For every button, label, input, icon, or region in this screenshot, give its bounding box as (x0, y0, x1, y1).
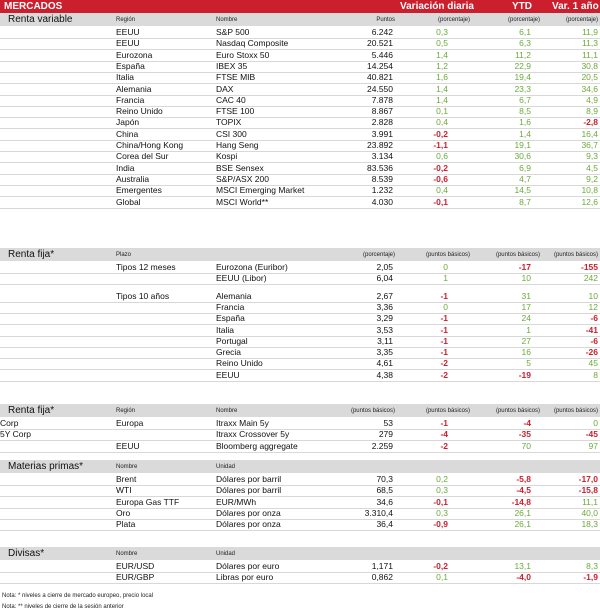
row-name: Euro Stoxx 50 (216, 49, 270, 60)
row-label: Brent (116, 474, 137, 484)
row-label: Japón (116, 117, 140, 128)
daily-change-cell: 0,4 (436, 117, 448, 128)
table-row (0, 572, 600, 584)
row-value: 36,4 (376, 519, 393, 530)
daily-change-cell: -0,1 (433, 496, 448, 507)
row-value: 3,36 (376, 301, 393, 312)
column-header: (puntos básicos) (495, 252, 540, 258)
row-label: Francia (116, 94, 145, 105)
column-header: (puntos básicos) (425, 252, 470, 258)
ytd-cell: 19,1 (514, 140, 531, 150)
year-change-cell: 18,3 (581, 519, 598, 530)
row-label: Corea del Sur (116, 151, 169, 162)
row-name: FTSE 100 (216, 106, 255, 117)
row-label: EEUU (116, 27, 140, 37)
row-value: 14.254 (367, 60, 393, 71)
row-value: 53 (383, 418, 393, 428)
section-header (0, 460, 600, 473)
section-title: Materias primas* (8, 461, 84, 472)
row-value: 3,53 (376, 324, 393, 335)
year-change-cell: -155 (580, 262, 598, 272)
daily-change-cell: -0,2 (433, 561, 448, 571)
row-label: China (116, 128, 139, 139)
column-header: Unidad (216, 551, 236, 557)
column-header: (puntos básicos) (553, 408, 598, 414)
header-1y-change: Var. 1 año (552, 1, 599, 12)
table-row (0, 497, 600, 509)
row-name: Dólares por euro (216, 561, 280, 571)
ytd-cell: 6,1 (519, 27, 531, 37)
table-row (0, 429, 600, 441)
table-row (0, 129, 600, 141)
daily-change-cell: -1 (440, 347, 448, 358)
daily-change-cell: -1 (440, 324, 448, 335)
row-name: CAC 40 (216, 94, 246, 105)
ytd-cell: 5 (526, 358, 531, 369)
daily-change-cell: 0,3 (436, 507, 448, 518)
row-name: MSCI Emerging Market (216, 185, 305, 196)
row-name: EEUU (Libor) (216, 273, 267, 284)
column-header: Nombre (216, 17, 238, 23)
ytd-cell: 1 (526, 324, 531, 335)
row-name: Nasdaq Composite (216, 38, 289, 49)
daily-change-cell: 0 (443, 262, 448, 272)
table-row (0, 84, 600, 96)
row-name: S&P 500 (216, 27, 250, 37)
column-header: Nombre (216, 408, 238, 414)
ytd-cell: 14,5 (514, 185, 531, 196)
row-name: Francia (216, 301, 245, 312)
table-row (0, 174, 600, 186)
row-name: Eurozona (Euribor) (216, 262, 288, 272)
ytd-cell: 22,9 (514, 60, 531, 71)
column-header: Plazo (116, 252, 132, 258)
year-change-cell: 45 (588, 358, 598, 369)
row-label: Global (116, 196, 141, 207)
row-value: 7.878 (371, 94, 393, 105)
table-row (0, 474, 600, 486)
year-change-cell: 9,3 (586, 151, 598, 162)
table-row (0, 106, 600, 118)
year-change-cell: -1,9 (583, 572, 598, 583)
year-change-cell: 242 (583, 273, 598, 284)
row-name: Dólares por onza (216, 507, 281, 518)
daily-change-cell: 1 (443, 273, 448, 284)
row-name: Reino Unido (216, 358, 263, 369)
ytd-cell: -4 (523, 418, 531, 428)
section-header (0, 248, 600, 261)
year-change-cell: 4,9 (586, 94, 598, 105)
table-row (0, 61, 600, 73)
table-row (0, 313, 600, 325)
section-title: Renta variable (8, 14, 73, 25)
section-title: Renta fija* (8, 405, 55, 416)
row-label: WTI (116, 485, 132, 496)
daily-change-cell: 1,4 (436, 83, 448, 94)
table-row (0, 95, 600, 107)
row-value: 83.536 (367, 162, 393, 173)
daily-change-cell: -1,1 (433, 140, 448, 150)
section-title: Divisas* (8, 548, 45, 559)
table-row (0, 151, 600, 163)
year-change-cell: 11,3 (582, 38, 598, 49)
table-row (0, 27, 600, 39)
row-label: Australia (116, 173, 150, 184)
section-title: Renta fija* (8, 249, 55, 260)
table-row (0, 561, 600, 573)
row-label: Emergentes (116, 185, 162, 196)
table-row (0, 441, 600, 453)
year-change-cell: 8,9 (586, 106, 598, 117)
year-change-cell: -6 (590, 335, 598, 346)
column-header: Región (116, 408, 136, 414)
table-row (0, 347, 600, 359)
table-row (0, 519, 600, 531)
ytd-cell: 26,1 (514, 519, 531, 530)
row-value: 4,38 (376, 369, 393, 380)
footnote: Nota: * niveles a cierre de mercado europeo, precio local (2, 593, 154, 599)
daily-change-cell: -0,9 (433, 519, 448, 530)
row-value: 4,61 (376, 358, 393, 369)
column-header: (puntos básicos) (425, 408, 470, 414)
row-name: Itraxx Main 5y (216, 418, 269, 428)
row-name: CSI 300 (216, 128, 247, 139)
year-change-cell: -6 (590, 313, 598, 324)
daily-change-cell: -0,2 (433, 162, 448, 173)
daily-change-cell: 0,3 (436, 27, 448, 37)
row-label: China/Hong Kong (116, 140, 184, 150)
row-name: Alemania (216, 290, 252, 301)
ytd-cell: 6,7 (519, 94, 531, 105)
table-row (0, 485, 600, 497)
row-value: 6.242 (371, 27, 393, 37)
year-change-cell: -17,0 (578, 474, 598, 484)
year-change-cell: 12,6 (581, 196, 598, 207)
daily-change-cell: 1,4 (436, 94, 448, 105)
column-header: (puntos básicos) (350, 408, 395, 414)
daily-change-cell: -2 (440, 358, 448, 369)
column-header: (porcentaje) (437, 17, 470, 23)
ytd-cell: 27 (521, 335, 531, 346)
daily-change-cell: 0,3 (436, 485, 448, 496)
table-row (0, 72, 600, 84)
row-name: Dólares por onza (216, 519, 281, 530)
row-name: FTSE MIB (216, 72, 256, 83)
row-name: BSE Sensex (216, 162, 264, 173)
row-side-label: 5Y Corp (0, 429, 32, 440)
year-change-cell: 34,6 (581, 83, 598, 94)
daily-change-cell: -0,6 (433, 173, 448, 184)
year-change-cell: 8,3 (586, 561, 598, 571)
ytd-cell: -19 (518, 369, 531, 380)
ytd-cell: 13,1 (514, 561, 531, 571)
table-row (0, 325, 600, 337)
table-row (0, 197, 600, 209)
year-change-cell: 9,2 (586, 173, 598, 184)
row-label: India (116, 162, 135, 173)
year-change-cell: 11,1 (582, 49, 598, 60)
daily-change-cell: 0 (443, 301, 448, 312)
table-row (0, 140, 600, 152)
row-name: Grecia (216, 347, 242, 358)
ytd-cell: -4,0 (516, 572, 531, 583)
ytd-cell: 17 (521, 301, 531, 312)
year-change-cell: 0 (593, 418, 598, 428)
year-change-cell: 8 (593, 369, 598, 380)
footnote: Nota: ** niveles de cierre de la sesión anterior (2, 604, 124, 610)
row-label: Reino Unido (116, 106, 163, 117)
column-header: Puntos (376, 17, 395, 23)
ytd-cell: -14,8 (511, 496, 531, 507)
row-value: 2,05 (376, 262, 393, 272)
year-change-cell: 30,8 (581, 60, 598, 71)
year-change-cell: 36,7 (581, 140, 598, 150)
year-change-cell: 20,5 (581, 72, 598, 83)
row-value: 1.232 (371, 185, 393, 196)
row-label: Europa Gas TTF (116, 496, 180, 507)
row-label: Eurozona (116, 49, 153, 60)
daily-change-cell: 1,2 (436, 60, 448, 71)
row-label: EEUU (116, 440, 140, 451)
table-row (0, 38, 600, 50)
daily-change-cell: -1 (440, 290, 448, 301)
column-header: Región (116, 17, 136, 23)
row-label: Oro (116, 507, 131, 518)
year-change-cell: 11,1 (582, 496, 598, 507)
row-name: Bloomberg aggregate (216, 440, 298, 451)
ytd-cell: 8,7 (519, 196, 531, 207)
ytd-cell: 6,9 (519, 162, 531, 173)
year-change-cell: 97 (588, 440, 598, 451)
row-name: España (216, 313, 245, 324)
ytd-cell: 10 (521, 273, 531, 284)
ytd-cell: 1,4 (519, 128, 531, 139)
ytd-cell: -35 (518, 429, 531, 440)
year-change-cell: 11,9 (582, 27, 598, 37)
year-change-cell: -45 (585, 429, 598, 440)
column-header: Nombre (116, 464, 138, 470)
row-label: EUR/GBP (116, 572, 155, 583)
column-header: (porcentaje) (362, 252, 395, 258)
row-name: MSCI World** (216, 196, 269, 207)
table-row (0, 302, 600, 314)
section-header (0, 404, 600, 417)
daily-change-cell: -1 (440, 335, 448, 346)
ytd-cell: 19,4 (514, 72, 531, 83)
row-value: 2,67 (376, 290, 393, 301)
row-value: 3.134 (371, 151, 393, 162)
year-change-cell: -26 (585, 347, 598, 358)
table-row (0, 185, 600, 197)
year-change-cell: -41 (585, 324, 598, 335)
row-name: Libras por euro (216, 572, 274, 583)
row-name: Portugal (216, 335, 248, 346)
ytd-cell: 16 (521, 347, 531, 358)
row-name: Dólares por barril (216, 485, 282, 496)
row-value: 68,5 (376, 485, 393, 496)
row-value: 6,04 (376, 273, 393, 284)
row-value: 24.550 (367, 83, 393, 94)
row-label: Plata (116, 519, 136, 530)
ytd-cell: 70 (521, 440, 531, 451)
section-header (0, 547, 600, 560)
daily-change-cell: -0,1 (433, 196, 448, 207)
row-value: 3,35 (376, 347, 393, 358)
daily-change-cell: 1,6 (436, 72, 448, 83)
year-change-cell: -2,8 (583, 117, 598, 128)
daily-change-cell: 0,1 (436, 106, 448, 117)
header-title: MERCADOS (4, 1, 63, 12)
row-value: 20.521 (367, 38, 393, 49)
ytd-cell: 4,7 (519, 173, 531, 184)
daily-change-cell: -1 (440, 418, 448, 428)
row-label: Europa (116, 418, 144, 428)
year-change-cell: 10 (588, 290, 598, 301)
row-value: 0,862 (371, 572, 393, 583)
row-value: 2.828 (371, 117, 393, 128)
row-value: 3,11 (377, 335, 393, 346)
row-name: Itraxx Crossover 5y (216, 429, 290, 440)
header-ytd: YTD (512, 1, 532, 12)
column-header: (puntos básicos) (553, 252, 598, 258)
table-row (0, 273, 600, 285)
row-value: 8.867 (371, 106, 393, 117)
table-row (0, 262, 600, 274)
column-header: Nombre (116, 551, 138, 557)
row-value: 2.259 (371, 440, 393, 451)
ytd-cell: 24 (521, 313, 531, 324)
daily-change-cell: 0,6 (436, 151, 448, 162)
table-row (0, 163, 600, 175)
row-name: Kospi (216, 151, 238, 162)
ytd-cell: 6,3 (519, 38, 531, 49)
year-change-cell: 4,5 (586, 162, 598, 173)
year-change-cell: 12 (588, 301, 598, 312)
table-row (0, 358, 600, 370)
ytd-cell: 8,5 (519, 106, 531, 117)
row-value: 40.821 (367, 72, 393, 83)
row-value: 1,171 (371, 561, 393, 571)
header-daily-change: Variación diaria (400, 1, 474, 12)
row-value: 3.310,4 (364, 507, 393, 518)
ytd-cell: 11,2 (515, 49, 531, 60)
row-value: 70,3 (376, 474, 393, 484)
row-value: 279 (378, 429, 393, 440)
daily-change-cell: -0,2 (433, 128, 448, 139)
row-label: Alemania (116, 83, 152, 94)
row-value: 23.892 (367, 140, 393, 150)
column-header: Unidad (216, 464, 236, 470)
ytd-cell: -4,5 (516, 485, 531, 496)
row-label: EUR/USD (116, 561, 155, 571)
row-value: 3.991 (371, 128, 393, 139)
row-name: TOPIX (216, 117, 242, 128)
column-header: (porcentaje) (507, 17, 540, 23)
daily-change-cell: 0,5 (436, 38, 448, 49)
ytd-cell: 31 (521, 290, 531, 301)
year-change-cell: 40,0 (581, 507, 598, 518)
daily-change-cell: 0,4 (436, 185, 448, 196)
daily-change-cell: 1,4 (436, 49, 448, 60)
row-label: EEUU (116, 38, 140, 49)
header-bar (0, 0, 600, 13)
row-value: 4.030 (371, 196, 393, 207)
table-row (0, 336, 600, 348)
row-name: Dólares por barril (216, 474, 282, 484)
row-name: IBEX 35 (216, 60, 248, 71)
row-name: DAX (216, 83, 234, 94)
ytd-cell: 26,1 (514, 507, 531, 518)
year-change-cell: 10,8 (581, 185, 598, 196)
row-side-label: Corp (0, 418, 19, 428)
ytd-cell: 23,3 (514, 83, 531, 94)
row-name: EEUU (216, 369, 240, 380)
row-label: España (116, 60, 145, 71)
row-value: 34,6 (376, 496, 393, 507)
daily-change-cell: -4 (440, 429, 448, 440)
column-header: (porcentaje) (565, 17, 598, 23)
row-name: Italia (216, 324, 234, 335)
row-label: Italia (116, 72, 134, 83)
ytd-cell: -5,8 (516, 474, 531, 484)
table-row (0, 508, 600, 520)
row-name: EUR/MWh (216, 496, 257, 507)
column-header: (puntos básicos) (495, 408, 540, 414)
year-change-cell: 16,4 (581, 128, 598, 139)
daily-change-cell: 0,1 (436, 572, 448, 583)
table-row (0, 50, 600, 62)
table-row (0, 418, 600, 430)
year-change-cell: -15,8 (578, 485, 598, 496)
row-label: Tipos 12 meses (116, 262, 176, 272)
row-name: Hang Seng (216, 140, 259, 150)
row-label: Tipos 10 años (116, 290, 170, 301)
table-row (0, 117, 600, 129)
daily-change-cell: -1 (440, 313, 448, 324)
section-header (0, 13, 600, 26)
ytd-cell: 1,6 (519, 117, 531, 128)
row-value: 5.446 (371, 49, 393, 60)
table-row (0, 370, 600, 382)
row-name: S&P/ASX 200 (216, 173, 269, 184)
daily-change-cell: 0,2 (436, 474, 448, 484)
ytd-cell: -17 (518, 262, 531, 272)
ytd-cell: 30,6 (514, 151, 531, 162)
daily-change-cell: -2 (440, 369, 448, 380)
row-value: 3,29 (376, 313, 393, 324)
daily-change-cell: -2 (440, 440, 448, 451)
table-row (0, 291, 600, 303)
row-value: 8.539 (371, 173, 393, 184)
